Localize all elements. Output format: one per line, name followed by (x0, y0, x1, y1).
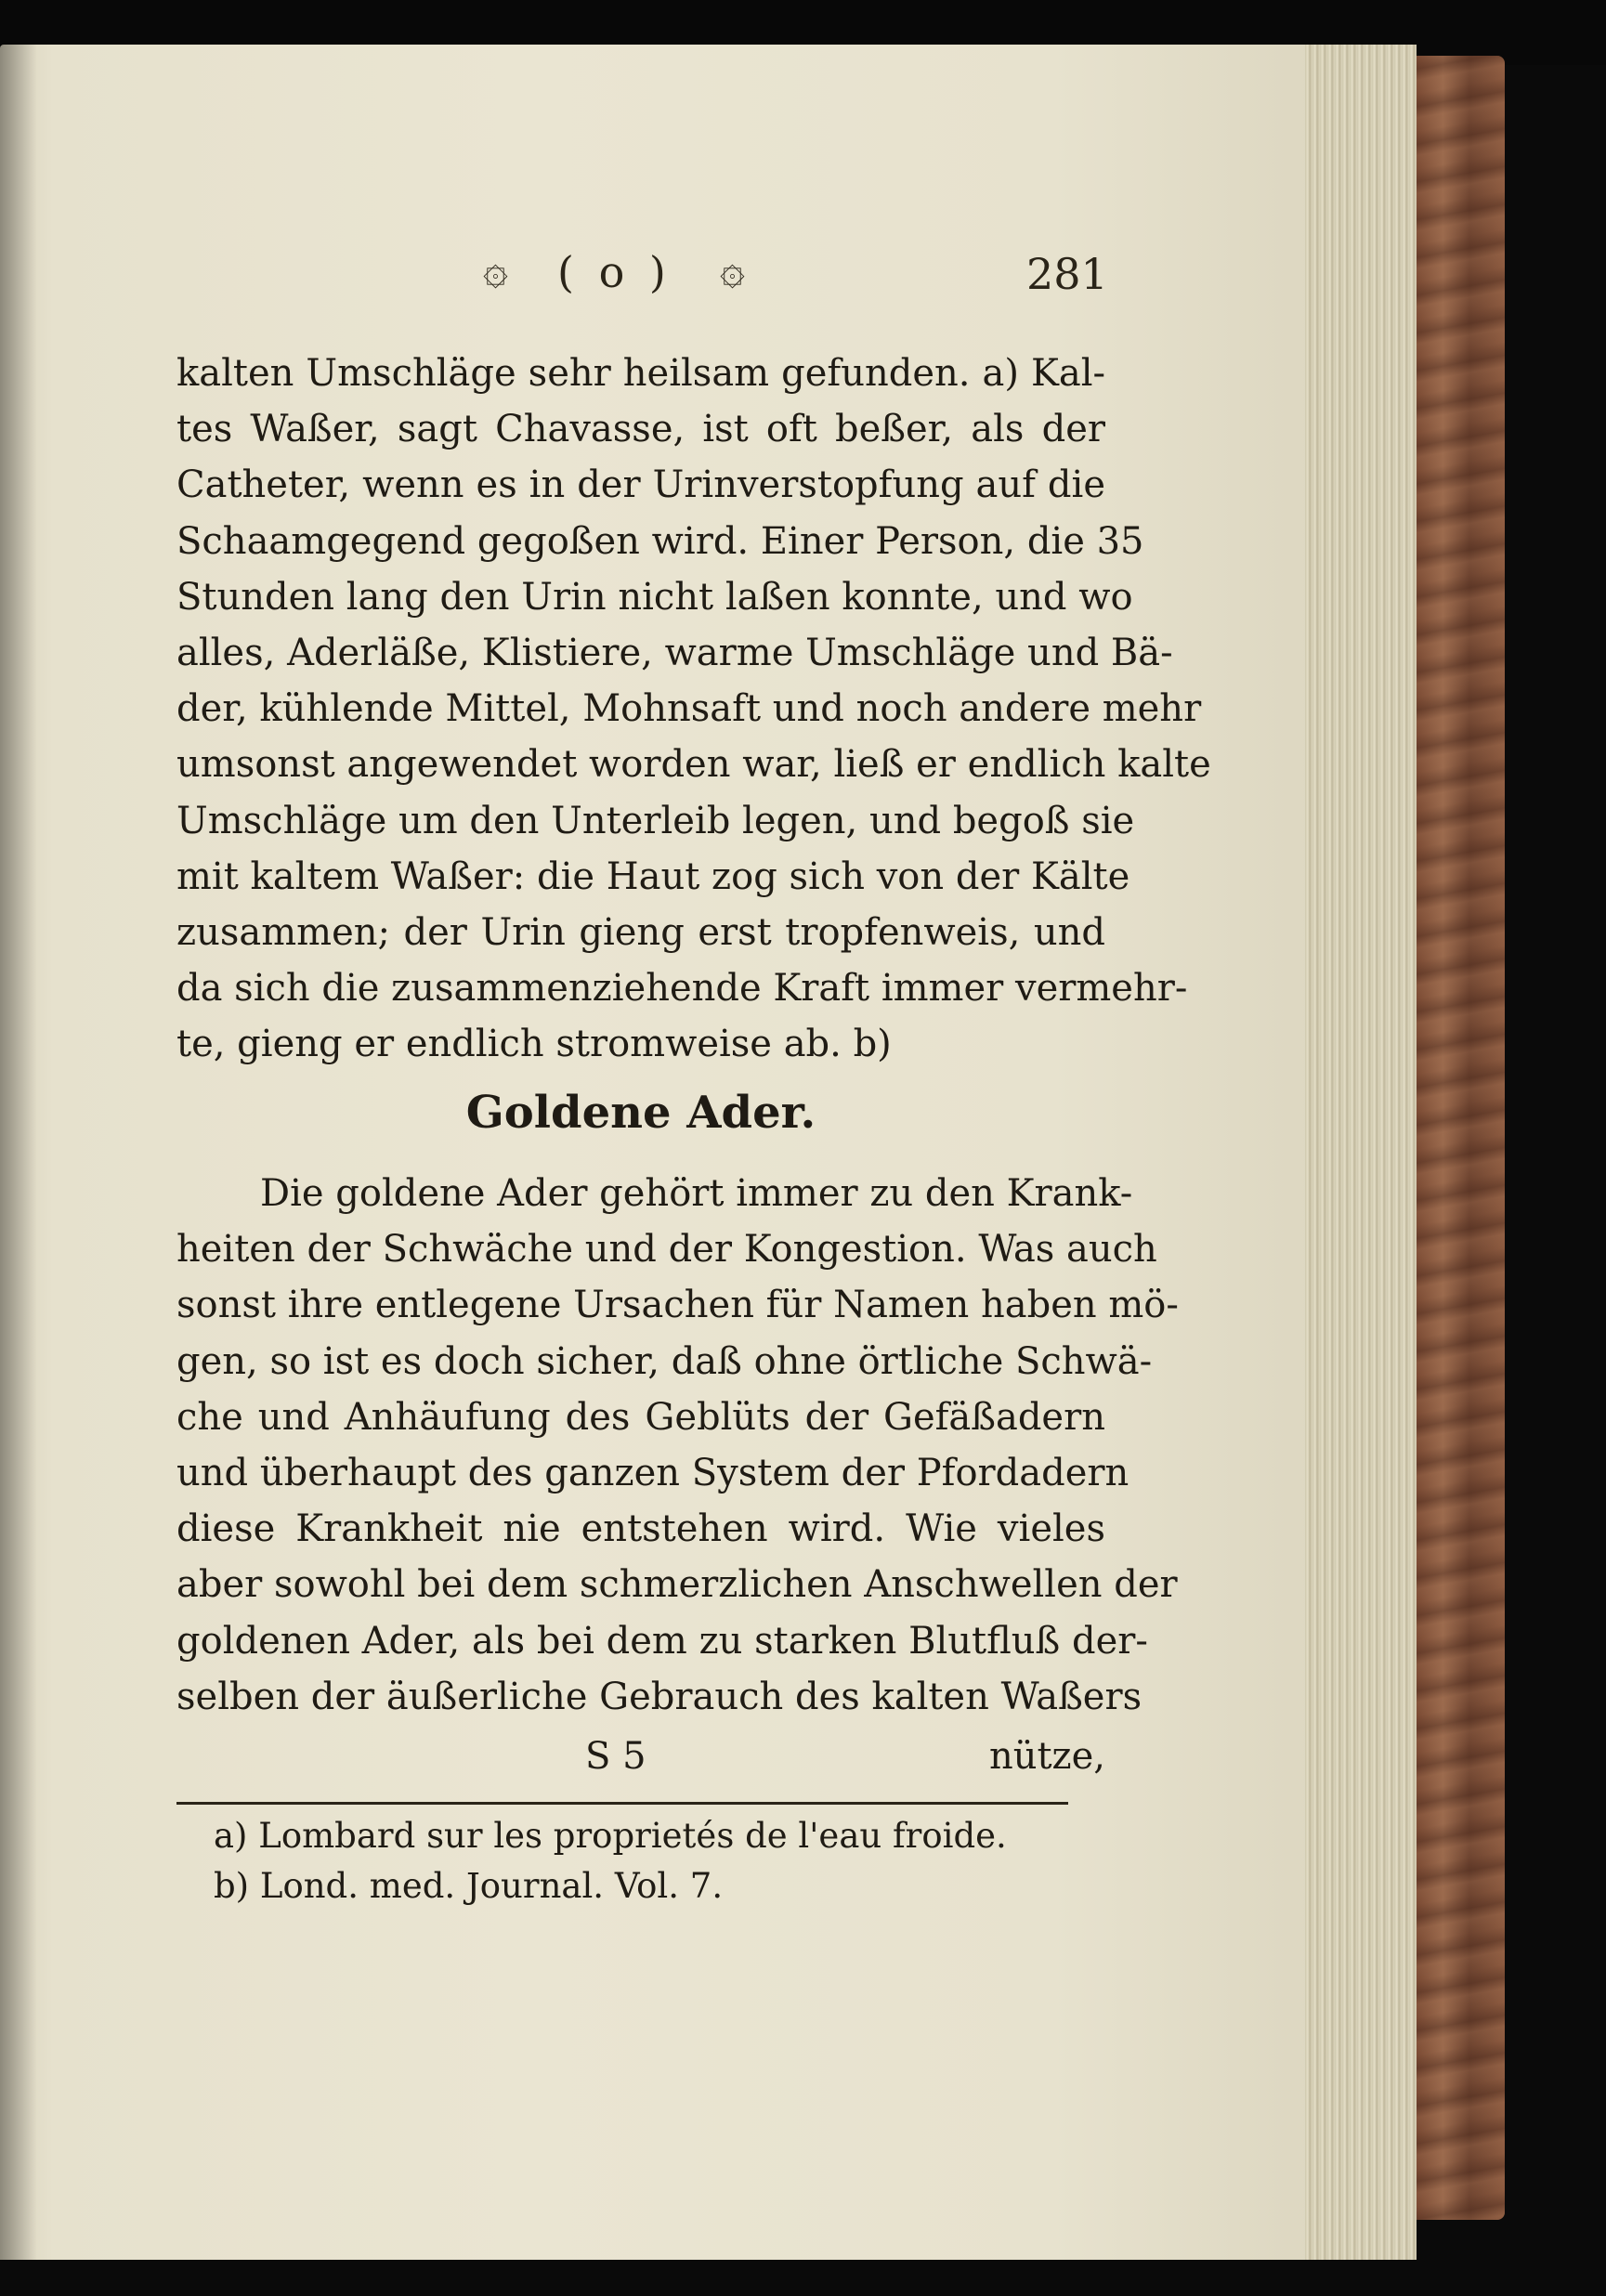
text-line: selben der äußerliche Gebrauch des kalten Waßers (176, 1675, 1142, 1718)
section-heading: Goldene Ader. (465, 1087, 816, 1139)
header-mark: ( o ) (557, 247, 672, 297)
text-line: sonst ihre entlegene Ursachen für Namen haben mö- (176, 1284, 1179, 1327)
running-header (176, 243, 1108, 308)
footnotes (214, 1811, 1105, 1911)
text-line: aber sowohl bei dem schmerzlichen Anschwellen der (176, 1563, 1178, 1607)
footnote-rule (176, 1802, 1068, 1805)
text-line: umsonst angewendet worden war, ließ er endlich kalte (176, 743, 1211, 787)
text-line: da sich die zusammenziehende Kraft immer vermehr- (176, 967, 1188, 1011)
text-line: kalten Umschläge sehr heilsam gefunden. a) Kal- (176, 352, 1105, 395)
signature-mark: S 5 (585, 1735, 646, 1778)
text-line: goldenen Ader, als bei dem zu starken Blutfluß der- (176, 1619, 1148, 1663)
footnote-a: a) Lombard sur les proprietés de l'eau froide. (214, 1816, 1007, 1856)
text-line: Catheter, wenn es in der Urinverstopfung auf die (176, 463, 1105, 507)
text-line: tes Waßer, sagt Chavasse, ist oft beßer, als der (176, 408, 1105, 451)
paragraph-1 (176, 346, 1211, 1072)
text-line: alles, Aderläße, Klistiere, warme Umschläge und Bä- (176, 631, 1173, 674)
catchword: nütze, (988, 1735, 1105, 1778)
signature-line (176, 1735, 1105, 1791)
page-number: 281 (1026, 249, 1108, 299)
text-line: Schaamgegend gegoßen wird. Einer Person, die 35 (176, 519, 1144, 563)
text-line: der, kühlende Mittel, Mohnsaft und noch andere mehr (176, 687, 1202, 731)
page-edges (1305, 45, 1417, 2260)
text-line: zusammen; der Urin gieng erst tropfenweis, und (176, 910, 1105, 954)
paragraph-2 (176, 1166, 1179, 1725)
text-line: diese Krankheit nie entstehen wird. Wie vieles (176, 1507, 1105, 1551)
ornament-right-icon: ۞ (720, 243, 745, 294)
text-line: mit kaltem Waßer: die Haut zog sich von der Kälte (176, 854, 1130, 898)
text-line: und überhaupt des ganzen System der Pfordadern (176, 1451, 1129, 1494)
text-line: Die goldene Ader gehört immer zu den Krank- (260, 1172, 1133, 1215)
text-line: gen, so ist es doch sicher, daß ohne örtliche Schwä- (176, 1339, 1153, 1383)
gutter-shadow (0, 45, 37, 2260)
footnote-b: b) Lond. med. Journal. Vol. 7. (214, 1866, 724, 1906)
text-line: te, gieng er endlich stromweise ab. b) (176, 1023, 892, 1066)
text-line: heiten der Schwäche und der Kongestion. Was auch (176, 1228, 1157, 1272)
cover-marbling (1417, 56, 1505, 2220)
ornament-left-icon: ۞ (483, 243, 508, 294)
text-line: Stunden lang den Urin nicht laßen konnte, und wo (176, 575, 1133, 619)
text-line: che und Anhäufung des Geblüts der Gefäßadern (176, 1395, 1105, 1439)
text-line: Umschläge um den Unterleib legen, und begoß sie (176, 799, 1135, 842)
